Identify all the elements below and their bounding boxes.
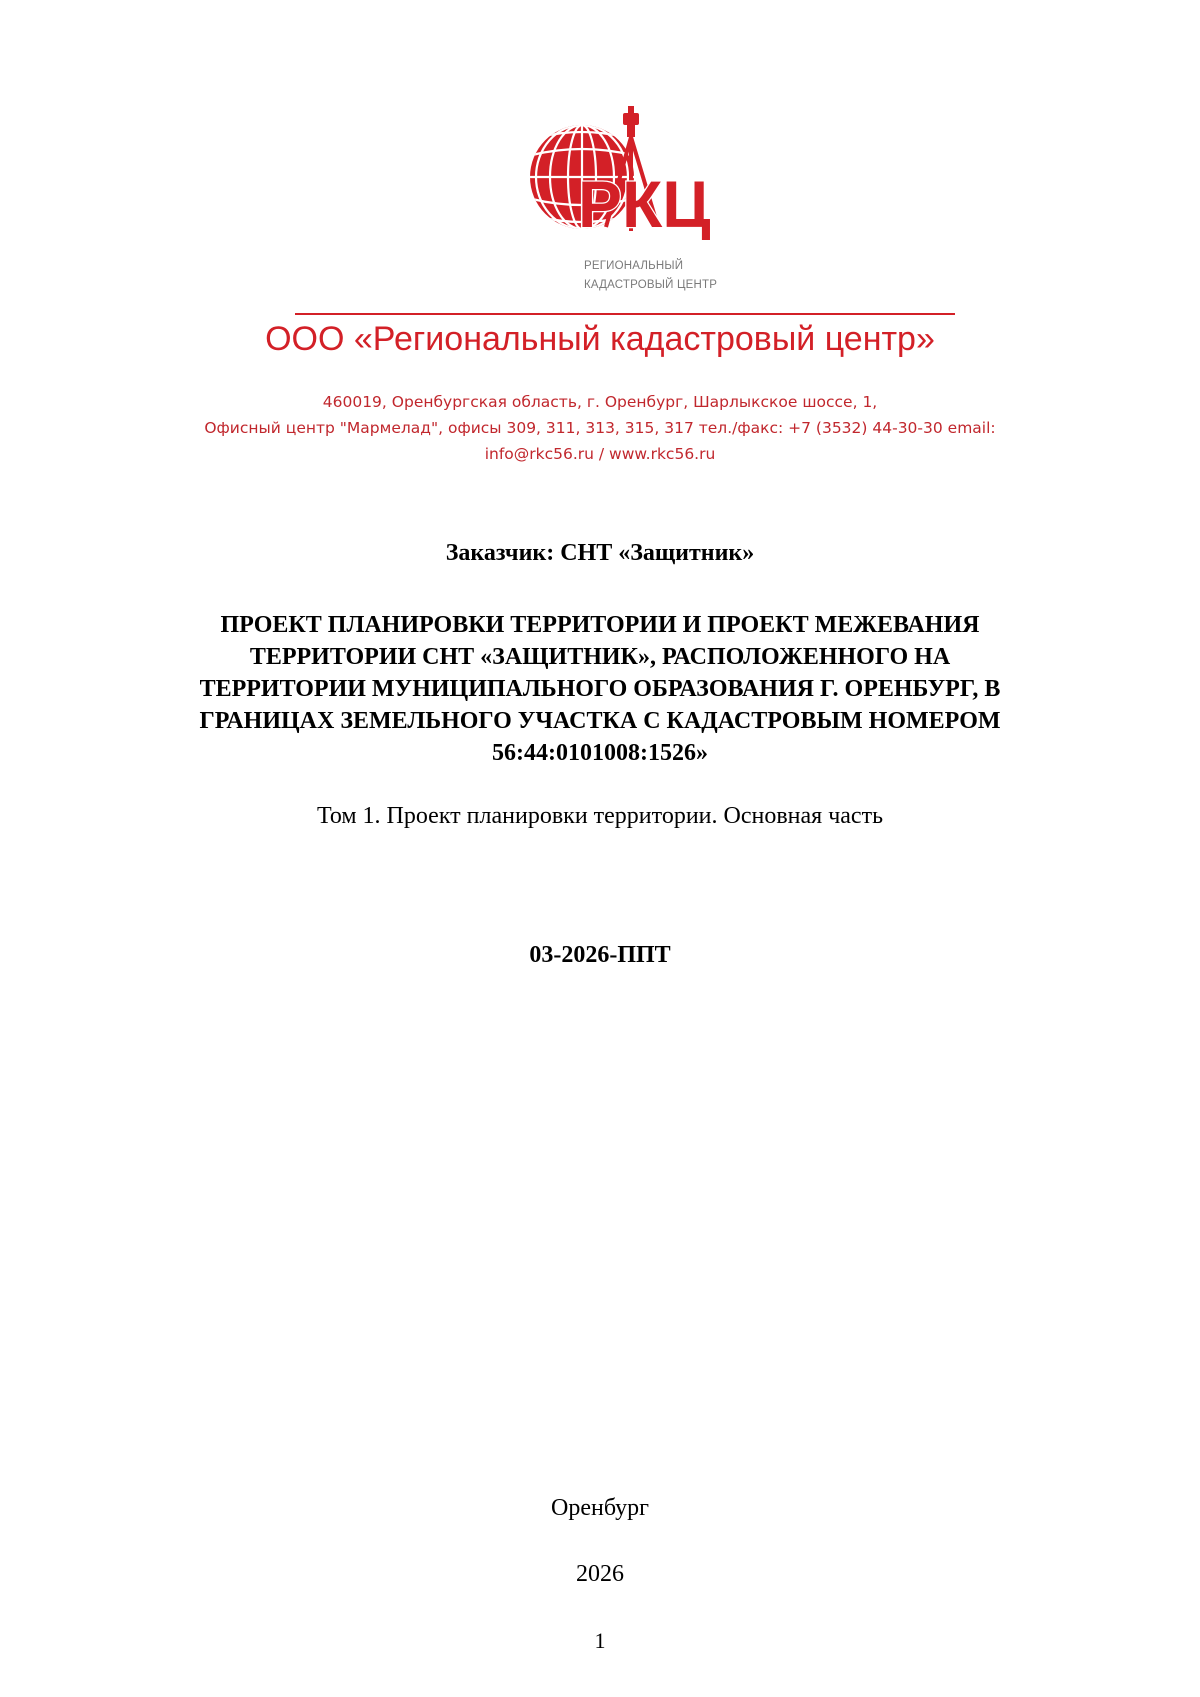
header-divider bbox=[295, 313, 955, 315]
organization-name: ООО «Региональный кадастровый центр» bbox=[265, 320, 935, 358]
customer-line: Заказчик: СНТ «Защитник» bbox=[445, 540, 755, 566]
title-line-3: ТЕРРИТОРИИ МУНИЦИПАЛЬНОГО ОБРАЗОВАНИЯ Г. ОРЕНБУРГ, В bbox=[199, 676, 1001, 702]
document-year: 2026 bbox=[576, 1561, 624, 1587]
project-title bbox=[0, 609, 1200, 769]
title-line-1: ПРОЕКТ ПЛАНИРОВКИ ТЕРРИТОРИИ И ПРОЕКТ МЕЖЕВАНИЯ bbox=[220, 612, 980, 638]
logo-caption-line1: РЕГИОНАЛЬНЫЙ bbox=[584, 260, 684, 272]
document-code: 03-2026-ППТ bbox=[529, 942, 671, 968]
address-line-2: Офисный центр "Мармелад", офисы 309, 311, 313, 315, 317 тел./факс: +7 (3532) 44-30-30 email: bbox=[204, 419, 996, 437]
page-number: 1 bbox=[594, 1628, 606, 1653]
logo-caption-line2: КАДАСТРОВЫЙ ЦЕНТР bbox=[584, 279, 718, 291]
title-line-5: 56:44:0101008:1526» bbox=[492, 740, 708, 766]
city-name: Оренбург bbox=[551, 1495, 649, 1521]
logo-caption bbox=[584, 257, 717, 295]
address-line-1: 460019, Оренбургская область, г. Оренбург, Шарлыкское шоссе, 1, bbox=[322, 393, 878, 411]
volume-title: Том 1. Проект планировки территории. Основная часть bbox=[316, 803, 884, 829]
title-line-4: ГРАНИЦАХ ЗЕМЕЛЬНОГО УЧАСТКА С КАДАСТРОВЫМ НОМЕРОМ bbox=[199, 708, 1001, 734]
organization-address bbox=[0, 389, 1200, 467]
logo-mark-text: РКЦ bbox=[578, 167, 711, 241]
title-line-2: ТЕРРИТОРИИ СНТ «ЗАЩИТНИК», РАСПОЛОЖЕННОГО НА bbox=[249, 644, 951, 670]
address-line-3: info@rkc56.ru / www.rkc56.ru bbox=[484, 445, 716, 463]
